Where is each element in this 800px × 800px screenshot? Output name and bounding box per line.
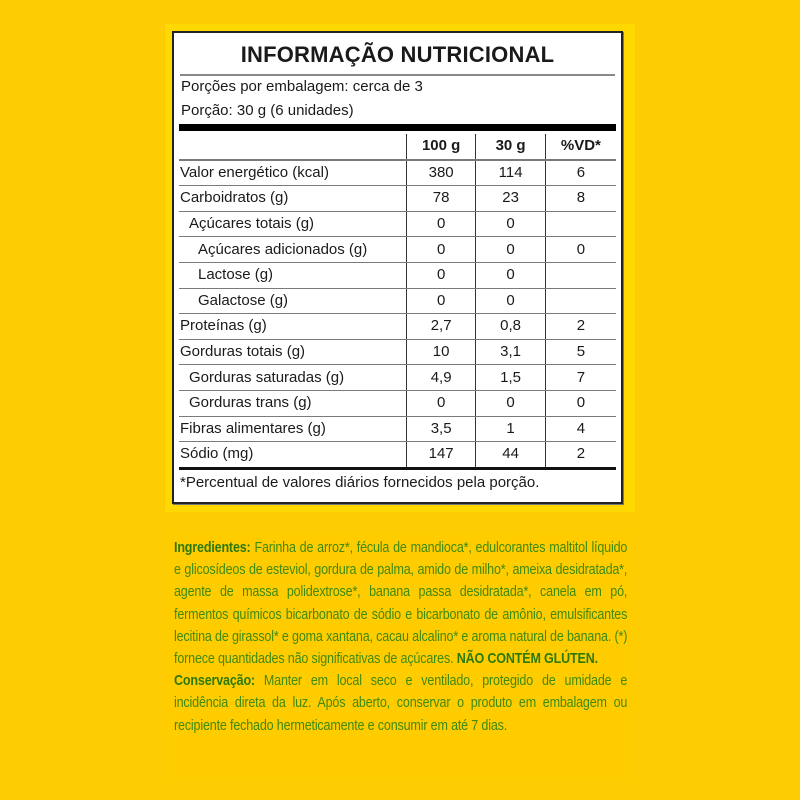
table-row <box>179 237 616 263</box>
value-daily-percent <box>545 288 616 314</box>
value-per-30g: 0 <box>476 288 545 314</box>
value-per-30g: 0 <box>476 262 545 288</box>
value-daily-percent <box>545 211 616 237</box>
servings-per-package: Porções por embalagem: cerca de 3 <box>181 78 423 95</box>
value-per-100g: 0 <box>406 288 476 314</box>
ingredients-label: Ingredientes: <box>174 540 251 556</box>
value-daily-percent: 7 <box>545 365 616 391</box>
value-per-100g: 78 <box>406 186 476 212</box>
nutrition-facts-table <box>172 31 623 504</box>
value-daily-percent: 4 <box>545 416 616 442</box>
value-daily-percent: 8 <box>545 186 616 212</box>
value-per-30g: 44 <box>476 442 545 469</box>
nutrient-name: Carboidratos (g) <box>179 186 406 212</box>
value-per-100g: 380 <box>406 160 476 186</box>
nutrient-name: Sódio (mg) <box>179 442 406 469</box>
value-per-100g: 4,9 <box>406 365 476 391</box>
value-per-30g: 0 <box>476 211 545 237</box>
value-per-30g: 1 <box>476 416 545 442</box>
conservation-paragraph <box>174 670 627 737</box>
nutrient-name: Açúcares adicionados (g) <box>179 237 406 263</box>
nutrient-name: Açúcares totais (g) <box>179 211 406 237</box>
table-row <box>179 416 616 442</box>
value-daily-percent: 2 <box>545 314 616 340</box>
table-row <box>179 288 616 314</box>
value-daily-percent: 5 <box>545 339 616 365</box>
table-row <box>179 365 616 391</box>
ingredients-block <box>174 537 627 737</box>
nutrient-name: Gorduras saturadas (g) <box>179 365 406 391</box>
value-per-100g: 3,5 <box>406 416 476 442</box>
conservation-label: Conservação: <box>174 673 255 690</box>
value-daily-percent: 0 <box>545 390 616 416</box>
nutrition-title: INFORMAÇÃO NUTRICIONAL <box>240 42 555 67</box>
nutrient-table <box>179 134 616 470</box>
table-row <box>179 186 616 212</box>
gluten-free-notice: NÃO CONTÉM GLÚTEN. <box>456 651 598 668</box>
table-row <box>179 314 616 340</box>
value-per-100g: 10 <box>406 339 476 365</box>
table-row <box>179 390 616 416</box>
table-row <box>179 339 616 365</box>
serving-size: Porção: 30 g (6 unidades) <box>181 102 354 119</box>
value-per-100g: 0 <box>406 211 476 237</box>
thick-divider <box>179 124 616 131</box>
value-daily-percent: 6 <box>545 160 616 186</box>
value-per-30g: 0 <box>476 390 545 416</box>
nutrient-name: Lactose (g) <box>179 262 406 288</box>
table-row <box>179 160 616 186</box>
value-daily-percent: 2 <box>545 442 616 469</box>
title-divider <box>180 74 615 76</box>
conservation-text: Manter em local seco e ventilado, protegido de umidade e incidência direta da luz. Após aberto, conservar o produto em embalagem ou recipiente fechado hermeticamente e consumir em até 7 dias. <box>174 673 628 734</box>
nutrient-name: Proteínas (g) <box>179 314 406 340</box>
value-daily-percent <box>545 262 616 288</box>
nutrient-name: Gorduras totais (g) <box>179 339 406 365</box>
nutrient-name: Galactose (g) <box>179 288 406 314</box>
value-per-100g: 2,7 <box>406 314 476 340</box>
column-header-30g: 30 g <box>476 134 545 160</box>
table-header-row <box>179 134 616 160</box>
value-per-30g: 114 <box>476 160 545 186</box>
table-row <box>179 262 616 288</box>
value-per-100g: 0 <box>406 262 476 288</box>
column-header-nutrient <box>179 134 406 160</box>
ingredients-text: Farinha de arroz*, fécula de mandioca*, edulcorantes maltitol líquido e glicosídeos de esteviol, gordura de palma, amido de milho*, ameixa desidratada*, agente de massa polidextrose*, banana passa desidratada*, canela em pó, fermentos químicos bicarbonato de sódio e bicarbonato de amônio, emulsificantes lecitina de girassol* e goma xantana, cacau alcalino* e aroma natural de banana. (*) fornece quantidades não significativas de açúcares. <box>174 540 628 668</box>
daily-value-footnote: *Percentual de valores diários fornecidos pela porção. <box>180 474 540 491</box>
ingredients-paragraph <box>174 537 627 670</box>
value-per-30g: 23 <box>476 186 545 212</box>
value-per-30g: 1,5 <box>476 365 545 391</box>
value-per-30g: 0 <box>476 237 545 263</box>
nutrient-name: Fibras alimentares (g) <box>179 416 406 442</box>
value-per-100g: 147 <box>406 442 476 469</box>
nutrient-name: Valor energético (kcal) <box>179 160 406 186</box>
table-row <box>179 211 616 237</box>
value-per-30g: 0,8 <box>476 314 545 340</box>
value-per-30g: 3,1 <box>476 339 545 365</box>
value-per-100g: 0 <box>406 237 476 263</box>
table-row <box>179 442 616 469</box>
value-daily-percent: 0 <box>545 237 616 263</box>
column-header-100g: 100 g <box>406 134 476 160</box>
value-per-100g: 0 <box>406 390 476 416</box>
nutrient-name: Gorduras trans (g) <box>179 390 406 416</box>
column-header-vd: %VD* <box>545 134 616 160</box>
